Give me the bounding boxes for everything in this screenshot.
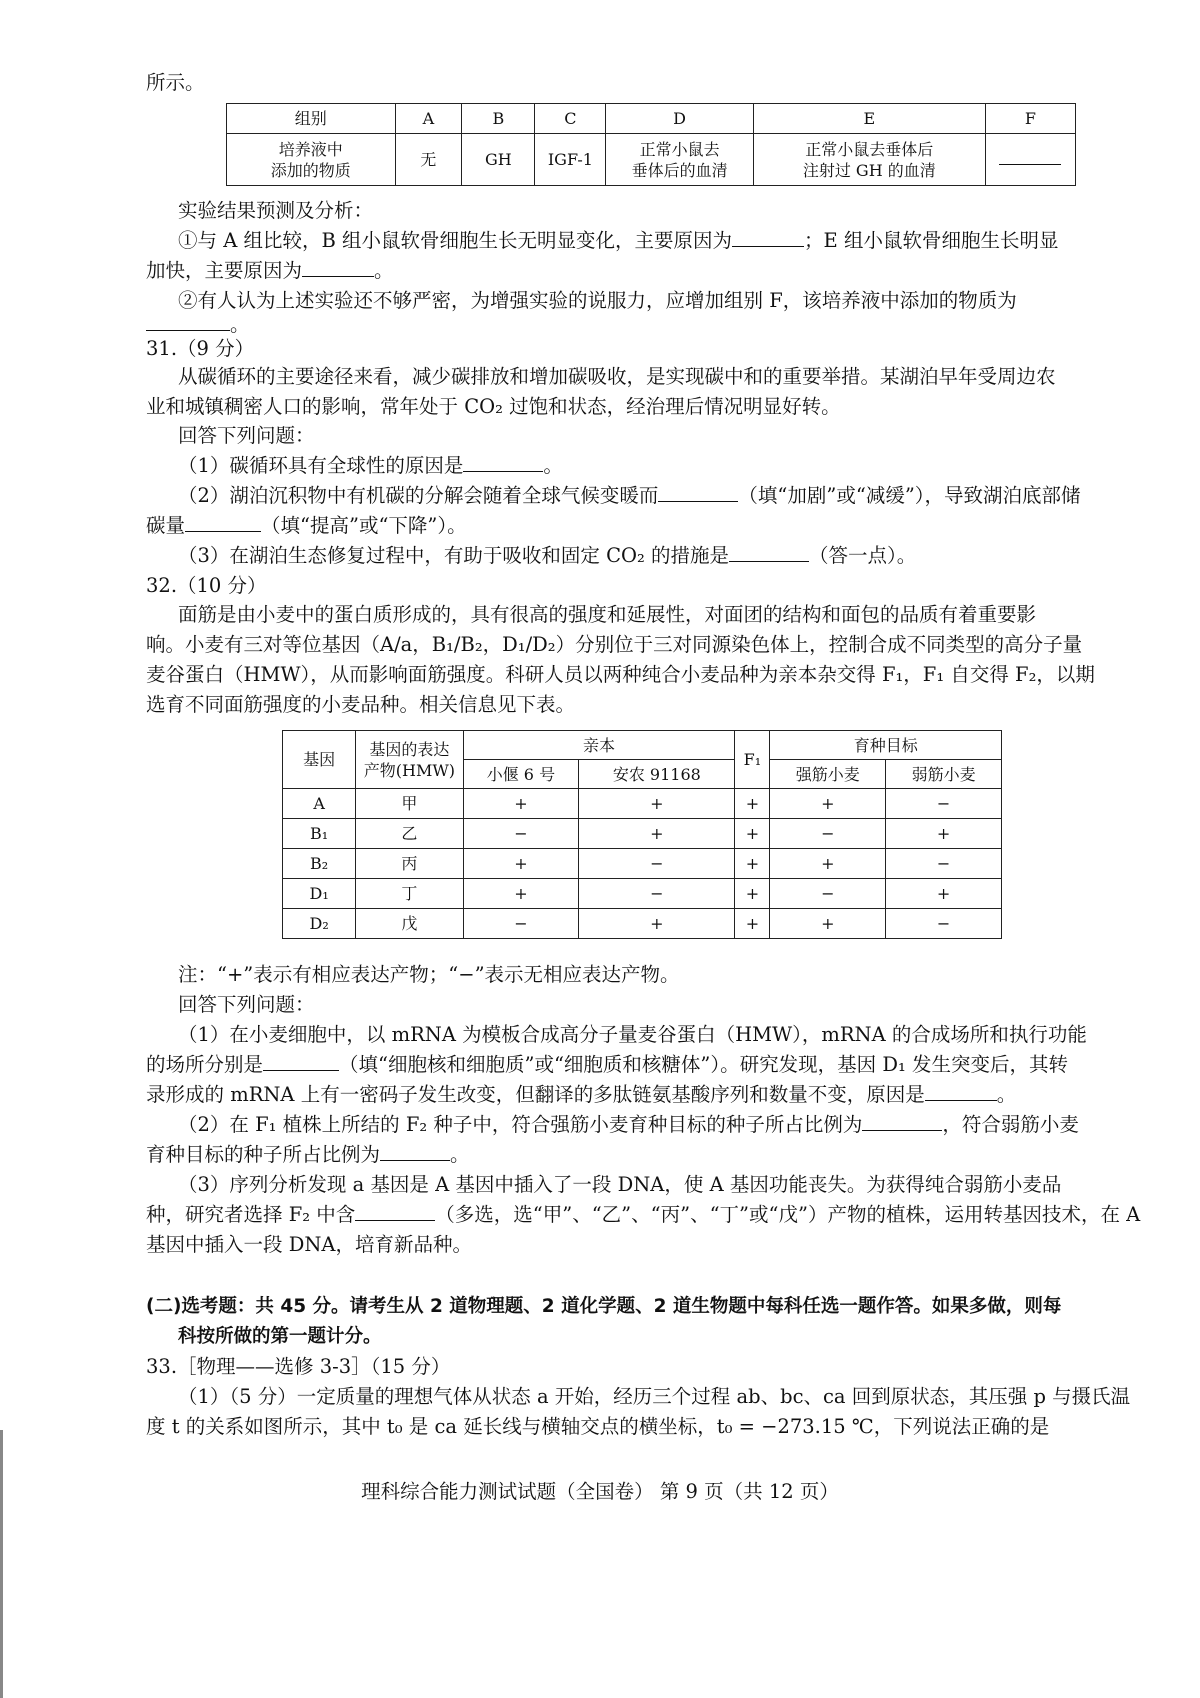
table2-cell: + — [735, 849, 770, 879]
table2-cell: D₁ — [283, 879, 356, 909]
q33-heading: 33.［物理——选修 3-3］（15 分） — [146, 1355, 451, 1378]
q30-line: ①与 A 组比较，B 组小鼠软骨细胞生长无明显变化，主要原因为 ；E 组小鼠软骨细胞生长明显 — [178, 229, 1059, 252]
table1-header: A — [395, 104, 462, 134]
q31-heading: 31.（9 分） — [146, 337, 255, 360]
table2-header-f1: F₁ — [735, 731, 770, 789]
table1-cell: 正常小鼠去 垂体后的血清 — [606, 134, 753, 186]
table1-header: E — [753, 104, 985, 134]
table2-cell: − — [770, 819, 886, 849]
table2-cell: + — [735, 879, 770, 909]
table-row — [283, 819, 1002, 849]
q30-line: 。 — [146, 310, 250, 340]
table2-cell: − — [463, 819, 579, 849]
table2-cell: + — [770, 909, 886, 939]
q32-stem: 麦谷蛋白（HMW），从而影响面筋强度。科研人员以两种纯合小麦品种为亲本杂交得 F₁，F₁ 自交得 F₂，以期 — [146, 663, 1095, 686]
analysis-title: 实验结果预测及分析： — [178, 199, 374, 222]
q32-heading: 32.（10 分） — [146, 574, 267, 597]
table2-cell: + — [579, 789, 735, 819]
table1-cell: GH — [462, 134, 535, 186]
table2-cell: − — [463, 909, 579, 939]
table2-cell: + — [770, 849, 886, 879]
q31-ask: 回答下列问题： — [178, 424, 315, 447]
table2-cell: D₂ — [283, 909, 356, 939]
table-row — [283, 909, 1002, 939]
section2-instructions: (二)选考题：共 45 分。请考生从 2 道物理题、2 道化学题、2 道生物题中每科任选一题作答。如果多做，则每 — [146, 1296, 1062, 1317]
table2-note: 注：“+”表示有相应表达产物；“−”表示无相应表达产物。 — [178, 963, 680, 986]
table2-cell: 乙 — [356, 819, 463, 849]
table1-header: F — [985, 104, 1075, 134]
table1-row-label: 培养液中 添加的物质 — [227, 134, 396, 186]
page-footer: 理科综合能力测试试题（全国卷） 第 9 页（共 12 页） — [361, 1480, 839, 1503]
table2-cell: + — [770, 789, 886, 819]
q32-sub1: 录形成的 mRNA 上有一密码子发生改变，但翻译的多肽链氨基酸序列和数量不变，原因是 。 — [146, 1083, 1017, 1106]
table2-cell: − — [579, 849, 735, 879]
table1-header: D — [606, 104, 753, 134]
q32-sub3: 基因中插入一段 DNA，培育新品种。 — [146, 1233, 472, 1256]
q31-stem: 从碳循环的主要途径来看，减少碳排放和增加碳吸收，是实现碳中和的重要举措。某湖泊早年受周边农 — [178, 365, 1056, 388]
table2-header-parent1: 小偃 6 号 — [463, 760, 579, 789]
table1-cell: 无 — [395, 134, 462, 186]
q31-sub2: （2）湖泊沉积物中有机碳的分解会随着全球气候变暖而 （填“加剧”或“减缓”），导致湖泊底部储 — [178, 484, 1081, 507]
table2-cell: + — [579, 909, 735, 939]
table2-cell: 丙 — [356, 849, 463, 879]
table-row — [283, 879, 1002, 909]
q31-sub3: （3）在湖泊生态修复过程中，有助于吸收和固定 CO₂ 的措施是 （答一点）。 — [178, 544, 917, 567]
table2-header-weak: 弱筋小麦 — [886, 760, 1002, 789]
q32-stem: 面筋是由小麦中的蛋白质形成的，具有很高的强度和延展性，对面团的结构和面包的品质有着重要影 — [178, 603, 1037, 626]
q32-sub3: 种，研究者选择 F₂ 中含 （多选，选“甲”、“乙”、“丙”、“丁”或“戊”）产物的植株，运用转基因技术，在 A — [146, 1203, 1141, 1226]
q30-line: ②有人认为上述实验还不够严密，为增强实验的说服力，应增加组别 F，该培养液中添加的物质为 — [178, 289, 1017, 312]
q32-sub1: 的场所分别是 （填“细胞核和细胞质”或“细胞质和核糖体”）。研究发现，基因 D₁ 发生突变后，其转 — [146, 1053, 1068, 1076]
table1-header: B — [462, 104, 535, 134]
table1-header: C — [535, 104, 606, 134]
q32-sub2: 育种目标的种子所占比例为 。 — [146, 1143, 470, 1166]
scan-edge-mark — [0, 1430, 3, 1698]
table2-cell: B₁ — [283, 819, 356, 849]
table-row — [283, 789, 1002, 819]
table2-cell: B₂ — [283, 849, 356, 879]
table-row — [283, 849, 1002, 879]
q33-stem: （1）（5 分）一定质量的理想气体从状态 a 开始，经历三个过程 ab、bc、ca 回到原状态，其压强 p 与摄氏温 — [178, 1385, 1131, 1408]
table2-cell: − — [770, 879, 886, 909]
table2-cell: + — [735, 789, 770, 819]
table2-header-parent2: 安农 91168 — [579, 760, 735, 789]
q32-stem: 选育不同面筋强度的小麦品种。相关信息见下表。 — [146, 693, 576, 716]
q32-sub1: （1）在小麦细胞中，以 mRNA 为模板合成高分子量麦谷蛋白（HMW），mRNA 的合成场所和执行功能 — [178, 1023, 1087, 1046]
table2-cell: + — [886, 879, 1002, 909]
intro-tail: 所示。 — [146, 71, 205, 94]
table2-cell: − — [886, 909, 1002, 939]
table2-cell: 丁 — [356, 879, 463, 909]
table2-header-target: 育种目标 — [770, 731, 1002, 760]
section2-instructions: 科按所做的第一题计分。 — [178, 1326, 382, 1347]
wheat-gene-table — [282, 730, 1002, 939]
q33-stem: 度 t 的关系如图所示，其中 t₀ 是 ca 延长线与横轴交点的横坐标，t₀ = −273.15 ℃，下列说法正确的是 — [146, 1415, 1050, 1438]
table2-cell: + — [886, 819, 1002, 849]
q31-stem: 业和城镇稠密人口的影响，常年处于 CO₂ 过饱和状态，经治理后情况明显好转。 — [146, 395, 841, 418]
table2-header-gene: 基因 — [283, 731, 356, 789]
table2-cell: − — [886, 789, 1002, 819]
table1-cell: 正常小鼠去垂体后 注射过 GH 的血清 — [753, 134, 985, 186]
table1-cell: IGF-1 — [535, 134, 606, 186]
table2-header-strong: 强筋小麦 — [770, 760, 886, 789]
table1-header: 组别 — [227, 104, 396, 134]
q32-sub2: （2）在 F₁ 植株上所结的 F₂ 种子中，符合强筋小麦育种目标的种子所占比例为 ，符合弱筋小麦 — [178, 1113, 1079, 1136]
table2-cell: + — [463, 789, 579, 819]
table2-cell: − — [886, 849, 1002, 879]
experiment-group-table — [226, 103, 1076, 186]
q32-stem: 响。小麦有三对等位基因（A/a，B₁/B₂，D₁/D₂）分别位于三对同源染色体上，控制合成不同类型的高分子量 — [146, 633, 1083, 656]
table2-cell: + — [579, 819, 735, 849]
table2-header-parent: 亲本 — [463, 731, 735, 760]
table2-cell: A — [283, 789, 356, 819]
q32-ask: 回答下列问题： — [178, 993, 315, 1016]
table2-cell: − — [579, 879, 735, 909]
q31-sub1: （1）碳循环具有全球性的原因是 。 — [178, 454, 563, 477]
table2-cell: 甲 — [356, 789, 463, 819]
table2-cell: + — [463, 879, 579, 909]
table2-cell: + — [735, 819, 770, 849]
table2-cell: 戊 — [356, 909, 463, 939]
table2-header-product: 基因的表达 产物(HMW) — [356, 731, 463, 789]
q32-sub3: （3）序列分析发现 a 基因是 A 基因中插入了一段 DNA，使 A 基因功能丧失。为获得纯合弱筋小麦品 — [178, 1173, 1062, 1196]
q30-line: 加快，主要原因为 。 — [146, 259, 394, 282]
table2-cell: + — [735, 909, 770, 939]
q31-sub2: 碳量 （填“提高”或“下降”）。 — [146, 514, 467, 537]
table1-answer-blank — [985, 134, 1075, 186]
table2-cell: + — [463, 849, 579, 879]
